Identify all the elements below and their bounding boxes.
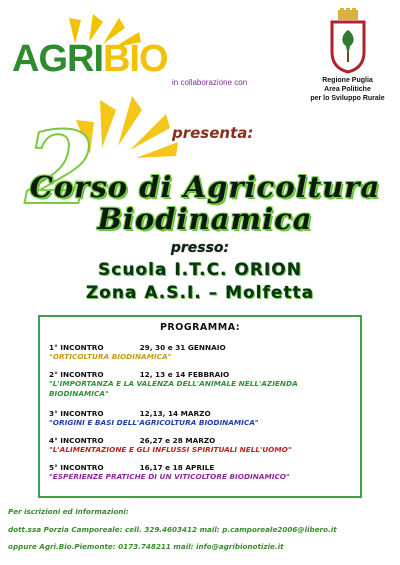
incontro-topic: "L'ALIMENTAZIONE E GLI INFLUSSI SPIRITUALI NELL'UOMO"	[49, 445, 292, 454]
incontro-3	[49, 409, 359, 428]
agribio-logo	[10, 8, 190, 88]
incontro-label: 1° INCONTRO	[49, 343, 104, 352]
region-emblem-icon	[328, 8, 368, 74]
edition-number: 2	[25, 109, 95, 227]
incontro-topic: "ESPERIENZE PRATICHE DI UN VITICOLTORE BIODINAMICO"	[49, 472, 290, 481]
incontro-label: 5° INCONTRO	[49, 463, 104, 472]
incontro-topic: "ORTICOLTURA BIODINAMICA"	[49, 352, 172, 361]
incontro-dates: 16,17 e 18 APRILE	[139, 463, 215, 472]
region-line3: per lo Sviluppo Rurale	[310, 95, 385, 102]
incontro-label: 3° INCONTRO	[49, 409, 104, 418]
incontro-dates: 29, 30 e 31 GENNAIO	[139, 343, 226, 352]
info-title: Per iscrizioni ed informazioni:	[8, 507, 129, 516]
course-title-line2: Biodinamica	[97, 202, 313, 236]
program-title: PROGRAMMA:	[159, 322, 241, 333]
region-block	[300, 8, 395, 103]
region-line2: Area Politiche	[324, 86, 371, 93]
collaboration-text: in collaborazione con	[172, 78, 248, 87]
incontro-dates: 12, 13 e 14 FEBBRAIO	[139, 370, 230, 379]
presso-text: presso:	[170, 240, 230, 256]
incontro-2	[49, 370, 359, 399]
incontro-dates: 12,13, 14 MARZO	[139, 409, 211, 418]
logo-text-part2: BIO	[103, 38, 168, 80]
logo-text	[12, 38, 168, 81]
incontro-4	[49, 436, 359, 455]
venue-line1: Scuola I.T.C. ORION	[98, 260, 302, 280]
region-line1: Regione Puglia	[322, 77, 373, 84]
incontro-topic: "ORIGINI E BASI DELL'AGRICOLTURA BIODINAMICA"	[49, 418, 259, 427]
incontro-5	[49, 463, 359, 482]
info-contact-1: dott.ssa Porzia Camporeale: cell. 329.4603412 mail: p.camporeale2006@libero.it	[8, 525, 337, 534]
info-contact-2: oppure Agri.Bio.Piemonte: 0173.748211 mail: info@agribionotizie.it	[8, 542, 284, 551]
presenta-text: presenta:	[172, 124, 254, 142]
incontro-label: 2° INCONTRO	[49, 370, 104, 379]
incontro-dates: 26,27 e 28 MARZO	[139, 436, 216, 445]
venue-line2: Zona A.S.I. – Molfetta	[85, 283, 315, 303]
incontro-1	[49, 343, 359, 362]
program-box	[38, 315, 362, 498]
course-title-line1: Corso di Agricoltura	[29, 170, 381, 204]
incontro-label: 4° INCONTRO	[49, 436, 104, 445]
incontro-topic: "L'IMPORTANZA E LA VALENZA DELL'ANIMALE NELL'AZIENDA BIODINAMICA"	[49, 379, 298, 398]
logo-text-part1: AGRI	[12, 38, 103, 80]
